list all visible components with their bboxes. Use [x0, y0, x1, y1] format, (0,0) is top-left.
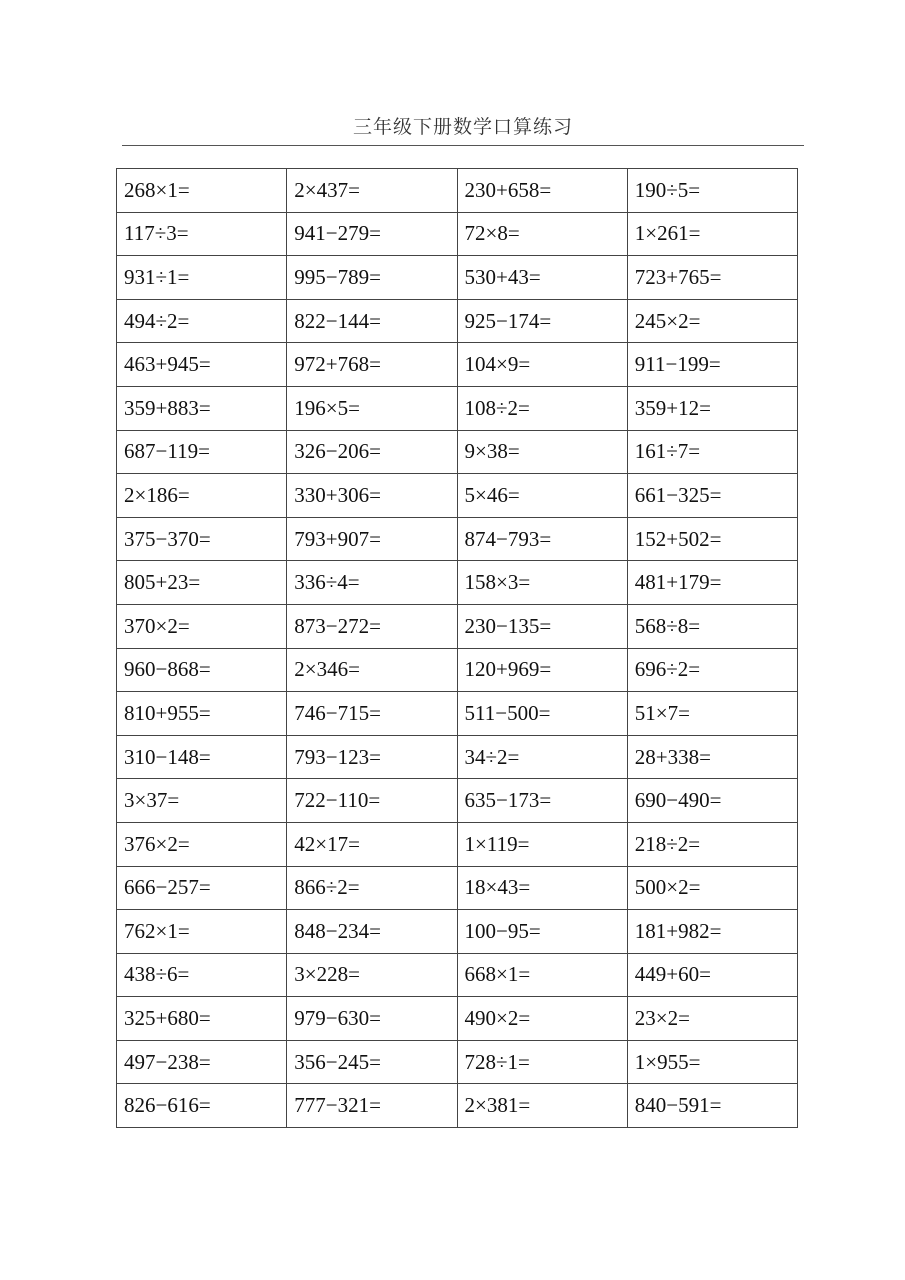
- table-row: [117, 299, 798, 343]
- problem-cell: 874−793=: [457, 517, 627, 561]
- table-row: [117, 474, 798, 518]
- problem-cell: 2×381=: [457, 1084, 627, 1128]
- problem-cell: 158×3=: [457, 561, 627, 605]
- table-row: [117, 735, 798, 779]
- title-underline: [122, 145, 804, 146]
- table-row: [117, 430, 798, 474]
- problem-cell: 840−591=: [627, 1084, 797, 1128]
- table-row: [117, 256, 798, 300]
- problem-cell: 931÷1=: [117, 256, 287, 300]
- problem-cell: 218÷2=: [627, 822, 797, 866]
- table-row: [117, 910, 798, 954]
- problem-cell: 911−199=: [627, 343, 797, 387]
- problem-cell: 668×1=: [457, 953, 627, 997]
- problem-cell: 108÷2=: [457, 386, 627, 430]
- exercise-table: [116, 168, 798, 1128]
- problem-cell: 635−173=: [457, 779, 627, 823]
- problem-cell: 268×1=: [117, 169, 287, 213]
- page-title: 三年级下册数学口算练习: [352, 116, 573, 138]
- problem-cell: 1×955=: [627, 1040, 797, 1084]
- problem-cell: 2×346=: [287, 648, 457, 692]
- problem-cell: 810+955=: [117, 692, 287, 736]
- problem-cell: 690−490=: [627, 779, 797, 823]
- problem-cell: 330+306=: [287, 474, 457, 518]
- problem-cell: 51×7=: [627, 692, 797, 736]
- problem-cell: 2×186=: [117, 474, 287, 518]
- problem-cell: 375−370=: [117, 517, 287, 561]
- problem-cell: 762×1=: [117, 910, 287, 954]
- problem-cell: 873−272=: [287, 604, 457, 648]
- table-row: [117, 517, 798, 561]
- table-row: [117, 953, 798, 997]
- problem-cell: 152+502=: [627, 517, 797, 561]
- problem-cell: 722−110=: [287, 779, 457, 823]
- problem-cell: 687−119=: [117, 430, 287, 474]
- problem-cell: 1×261=: [627, 212, 797, 256]
- problem-cell: 376×2=: [117, 822, 287, 866]
- problem-cell: 490×2=: [457, 997, 627, 1041]
- problem-cell: 777−321=: [287, 1084, 457, 1128]
- problem-cell: 960−868=: [117, 648, 287, 692]
- problem-cell: 3×228=: [287, 953, 457, 997]
- problem-cell: 500×2=: [627, 866, 797, 910]
- problem-cell: 1×119=: [457, 822, 627, 866]
- problem-cell: 104×9=: [457, 343, 627, 387]
- problem-cell: 511−500=: [457, 692, 627, 736]
- problem-cell: 494÷2=: [117, 299, 287, 343]
- problem-cell: 5×46=: [457, 474, 627, 518]
- table-row: [117, 779, 798, 823]
- problem-cell: 117÷3=: [117, 212, 287, 256]
- problem-cell: 746−715=: [287, 692, 457, 736]
- problem-cell: 979−630=: [287, 997, 457, 1041]
- problem-cell: 497−238=: [117, 1040, 287, 1084]
- problem-cell: 325+680=: [117, 997, 287, 1041]
- table-row: [117, 212, 798, 256]
- problem-cell: 723+765=: [627, 256, 797, 300]
- problem-cell: 463+945=: [117, 343, 287, 387]
- problem-cell: 866÷2=: [287, 866, 457, 910]
- problem-cell: 120+969=: [457, 648, 627, 692]
- table-row: [117, 1084, 798, 1128]
- problem-cell: 230−135=: [457, 604, 627, 648]
- problem-cell: 161÷7=: [627, 430, 797, 474]
- table-row: [117, 561, 798, 605]
- problem-cell: 661−325=: [627, 474, 797, 518]
- problem-cell: 972+768=: [287, 343, 457, 387]
- problem-cell: 190÷5=: [627, 169, 797, 213]
- problem-cell: 181+982=: [627, 910, 797, 954]
- problem-cell: 28+338=: [627, 735, 797, 779]
- problem-cell: 793+907=: [287, 517, 457, 561]
- problem-cell: 822−144=: [287, 299, 457, 343]
- table-row: [117, 997, 798, 1041]
- problem-cell: 805+23=: [117, 561, 287, 605]
- problem-cell: 530+43=: [457, 256, 627, 300]
- problem-cell: 568÷8=: [627, 604, 797, 648]
- problem-cell: 481+179=: [627, 561, 797, 605]
- table-row: [117, 822, 798, 866]
- problem-cell: 3×37=: [117, 779, 287, 823]
- problem-cell: 449+60=: [627, 953, 797, 997]
- problem-cell: 336÷4=: [287, 561, 457, 605]
- problem-cell: 848−234=: [287, 910, 457, 954]
- problem-cell: 72×8=: [457, 212, 627, 256]
- problem-cell: 196×5=: [287, 386, 457, 430]
- problem-cell: 370×2=: [117, 604, 287, 648]
- problem-cell: 826−616=: [117, 1084, 287, 1128]
- problem-cell: 23×2=: [627, 997, 797, 1041]
- problem-cell: 728÷1=: [457, 1040, 627, 1084]
- table-row: [117, 1040, 798, 1084]
- problem-cell: 42×17=: [287, 822, 457, 866]
- problem-cell: 2×437=: [287, 169, 457, 213]
- table-row: [117, 343, 798, 387]
- problem-cell: 356−245=: [287, 1040, 457, 1084]
- table-row: [117, 169, 798, 213]
- problem-cell: 995−789=: [287, 256, 457, 300]
- problem-cell: 666−257=: [117, 866, 287, 910]
- problem-cell: 359+12=: [627, 386, 797, 430]
- problem-cell: 245×2=: [627, 299, 797, 343]
- problem-cell: 326−206=: [287, 430, 457, 474]
- problem-cell: 100−95=: [457, 910, 627, 954]
- table-row: [117, 648, 798, 692]
- table-row: [117, 604, 798, 648]
- problem-cell: 438÷6=: [117, 953, 287, 997]
- problem-cell: 359+883=: [117, 386, 287, 430]
- problem-cell: 34÷2=: [457, 735, 627, 779]
- problem-cell: 941−279=: [287, 212, 457, 256]
- problem-cell: 310−148=: [117, 735, 287, 779]
- problem-cell: 18×43=: [457, 866, 627, 910]
- problem-cell: 696÷2=: [627, 648, 797, 692]
- table-row: [117, 692, 798, 736]
- problem-cell: 230+658=: [457, 169, 627, 213]
- table-row: [117, 866, 798, 910]
- table-row: [117, 386, 798, 430]
- problem-cell: 9×38=: [457, 430, 627, 474]
- problem-cell: 793−123=: [287, 735, 457, 779]
- problem-cell: 925−174=: [457, 299, 627, 343]
